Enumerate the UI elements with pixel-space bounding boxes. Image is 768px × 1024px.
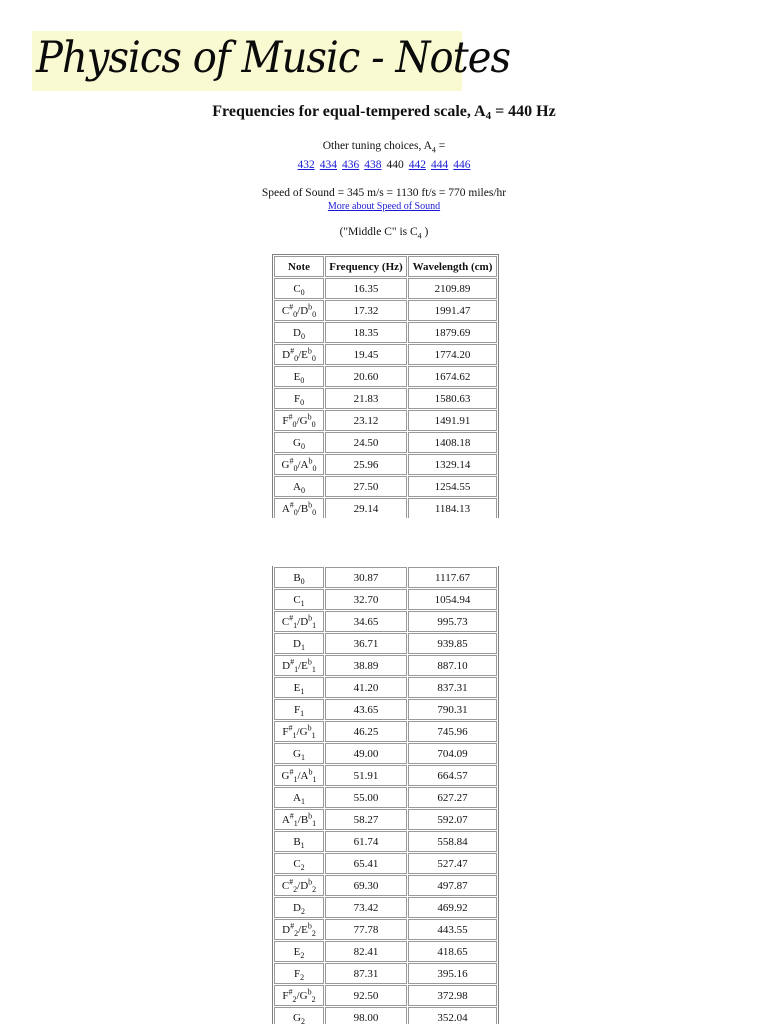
middle-c-suffix: ) — [421, 226, 429, 238]
octave-number: 0 — [293, 507, 298, 517]
frequency-cell: 29.14 — [325, 498, 407, 518]
wavelength-cell: 1184.13 — [408, 498, 497, 518]
tuning-label-prefix: Other tuning choices, A — [322, 140, 432, 152]
table-row — [274, 897, 497, 918]
note-name: D — [293, 637, 301, 650]
wavelength-cell: 1879.69 — [408, 322, 497, 343]
wavelength-cell: 418.65 — [408, 941, 497, 962]
octave-number-alt: 0 — [311, 353, 316, 363]
wavelength-cell: 1580.63 — [408, 388, 497, 409]
frequency-cell: 51.91 — [325, 765, 407, 786]
page-title — [0, 103, 768, 122]
octave-number: 0 — [292, 419, 297, 429]
tuning-link-432[interactable]: 432 — [297, 159, 315, 171]
octave-number: 1 — [300, 598, 305, 608]
table-row — [274, 809, 497, 830]
table-row — [274, 1007, 497, 1024]
frequency-cell: 87.31 — [325, 963, 407, 984]
table-row — [274, 699, 497, 720]
note-name-alt: D — [300, 879, 309, 892]
note-cell — [274, 278, 324, 299]
wavelength-cell: 837.31 — [408, 677, 497, 698]
frequency-cell: 16.35 — [325, 278, 407, 299]
flat-sign: b — [307, 345, 312, 355]
middle-c-note — [0, 226, 768, 240]
table-row — [274, 589, 497, 610]
flat-sign: b — [308, 612, 313, 622]
frequency-cell: 82.41 — [325, 941, 407, 962]
title-subscript: 4 — [485, 110, 492, 122]
octave-number: 2 — [300, 1016, 305, 1024]
title-suffix: = 440 Hz — [491, 103, 556, 120]
note-cell: $G^{\#}_1/A^b_1$ — [274, 765, 324, 786]
note-cell — [274, 897, 324, 918]
tuning-link-436[interactable]: 436 — [342, 159, 360, 171]
title-prefix: Frequencies for equal-tempered scale, A — [212, 103, 486, 120]
note-cell: $A^{\#}_0/B^b_0$ — [274, 498, 324, 518]
flat-sign: b — [308, 766, 313, 776]
octave-number: 1 — [300, 708, 305, 718]
flat-sign: b — [307, 411, 312, 421]
octave-number: 2 — [293, 884, 298, 894]
note-cell — [274, 677, 324, 698]
wavelength-cell: 1774.20 — [408, 344, 497, 365]
frequency-cell: 61.74 — [325, 831, 407, 852]
wavelength-cell: 558.84 — [408, 831, 497, 852]
sharp-sign: # — [289, 455, 294, 465]
note-cell: $F^{\#}_0/G^b_0$ — [274, 410, 324, 431]
frequency-cell: 27.50 — [325, 476, 407, 497]
frequency-cell: 38.89 — [325, 655, 407, 676]
octave-number-alt: 0 — [312, 507, 317, 517]
note-name: G — [281, 769, 290, 782]
wavelength-cell: 1991.47 — [408, 300, 497, 321]
table-row — [274, 567, 497, 588]
header-wavelength: Wavelength (cm) — [408, 256, 497, 277]
note-name: F — [282, 414, 289, 427]
note-name: C — [293, 593, 301, 606]
note-name: E — [293, 370, 301, 383]
octave-number: 2 — [300, 906, 305, 916]
note-cell — [274, 589, 324, 610]
wavelength-cell: 995.73 — [408, 611, 497, 632]
octave-number-alt: 0 — [312, 309, 317, 319]
wavelength-cell: 443.55 — [408, 919, 497, 940]
sharp-sign: # — [288, 722, 293, 732]
octave-number: 0 — [300, 331, 305, 341]
sharp-sign: # — [290, 345, 295, 355]
octave-number: 2 — [300, 972, 305, 982]
octave-number-alt: 2 — [311, 994, 316, 1004]
frequency-table — [272, 254, 499, 518]
note-name-alt: E — [301, 923, 308, 936]
sharp-sign: # — [288, 411, 293, 421]
table-row — [274, 344, 497, 365]
frequency-cell: 21.83 — [325, 388, 407, 409]
note-name: D — [293, 901, 301, 914]
note-name: B — [293, 835, 301, 848]
wavelength-cell: 664.57 — [408, 765, 497, 786]
wavelength-cell: 704.09 — [408, 743, 497, 764]
flat-sign: b — [307, 986, 312, 996]
note-cell — [274, 963, 324, 984]
octave-number: 1 — [293, 818, 298, 828]
note-cell: $A^{\#}_1/B^b_1$ — [274, 809, 324, 830]
flat-sign: b — [307, 920, 312, 930]
note-name-alt: A — [300, 769, 309, 782]
sharp-sign: # — [289, 301, 294, 311]
wavelength-cell: 352.04 — [408, 1007, 497, 1024]
table-row — [274, 721, 497, 742]
note-cell — [274, 476, 324, 497]
note-name: A — [293, 480, 301, 493]
flat-sign: b — [307, 722, 312, 732]
frequency-cell: 58.27 — [325, 809, 407, 830]
table-row — [274, 454, 497, 475]
table-row — [274, 410, 497, 431]
table-row — [274, 300, 497, 321]
wavelength-cell: 1491.91 — [408, 410, 497, 431]
note-cell: $C^{\#}_1/D^b_1$ — [274, 611, 324, 632]
sharp-sign: # — [289, 612, 294, 622]
frequency-cell: 20.60 — [325, 366, 407, 387]
note-cell — [274, 432, 324, 453]
octave-number-alt: 1 — [312, 620, 317, 630]
wavelength-cell: 497.87 — [408, 875, 497, 896]
table-row — [274, 985, 497, 1006]
table-row — [274, 366, 497, 387]
octave-number: 0 — [300, 576, 305, 586]
octave-number: 0 — [300, 441, 305, 451]
tuning-current-440: 440 — [386, 159, 404, 171]
table-row — [274, 875, 497, 896]
note-name: D — [293, 326, 301, 339]
octave-number: 2 — [300, 950, 305, 960]
note-name: F — [282, 725, 289, 738]
tuning-link-434[interactable]: 434 — [319, 159, 337, 171]
sharp-sign: # — [289, 499, 294, 509]
wavelength-cell: 372.98 — [408, 985, 497, 1006]
note-name: C — [293, 282, 301, 295]
note-name: G — [281, 458, 290, 471]
tuning-link-446[interactable]: 446 — [453, 159, 471, 171]
middle-c-prefix: ("Middle C" is C — [339, 226, 418, 238]
tuning-label-suffix: = — [435, 140, 446, 152]
note-name-alt: G — [299, 414, 308, 427]
octave-number-alt: 1 — [311, 664, 316, 674]
octave-number-alt: 0 — [312, 463, 317, 473]
frequency-cell: 49.00 — [325, 743, 407, 764]
table-row — [274, 498, 497, 518]
note-name: D — [282, 923, 291, 936]
wavelength-cell: 627.27 — [408, 787, 497, 808]
note-cell — [274, 853, 324, 874]
note-name: C — [281, 879, 290, 892]
note-name: D — [282, 659, 291, 672]
table-row — [274, 476, 497, 497]
octave-number-alt: 0 — [311, 419, 316, 429]
wavelength-cell: 1054.94 — [408, 589, 497, 610]
octave-number: 1 — [300, 840, 305, 850]
octave-number: 2 — [292, 994, 297, 1004]
page-banner — [32, 31, 511, 91]
frequency-cell: 69.30 — [325, 875, 407, 896]
table-row — [274, 743, 497, 764]
frequency-cell: 30.87 — [325, 567, 407, 588]
frequency-cell: 25.96 — [325, 454, 407, 475]
note-cell: $F^{\#}_1/G^b_1$ — [274, 721, 324, 742]
wavelength-cell: 887.10 — [408, 655, 497, 676]
frequency-cell: 36.71 — [325, 633, 407, 654]
note-cell — [274, 366, 324, 387]
note-name: C — [281, 304, 290, 317]
sharp-sign: # — [289, 876, 294, 886]
note-name: B — [293, 571, 301, 584]
wavelength-cell: 745.96 — [408, 721, 497, 742]
table-section-2 — [268, 566, 508, 1024]
tuning-link-442[interactable]: 442 — [408, 159, 426, 171]
frequency-cell: 18.35 — [325, 322, 407, 343]
octave-number-alt: 1 — [312, 818, 317, 828]
table-body-page2 — [274, 567, 497, 1024]
note-cell — [274, 322, 324, 343]
wavelength-cell: 395.16 — [408, 963, 497, 984]
note-cell — [274, 941, 324, 962]
note-name-alt: B — [300, 813, 309, 826]
speed-of-sound-link[interactable]: More about Speed of Sound — [327, 201, 441, 212]
table-row — [274, 655, 497, 676]
sharp-sign: # — [288, 986, 293, 996]
wavelength-cell: 527.47 — [408, 853, 497, 874]
note-name: G — [293, 1011, 301, 1024]
note-cell: $F^{\#}_2/G^b_2$ — [274, 985, 324, 1006]
table-section-1 — [268, 250, 508, 518]
octave-number: 1 — [294, 664, 299, 674]
sharp-sign: # — [290, 920, 295, 930]
octave-number: 1 — [293, 774, 298, 784]
sharp-sign: # — [289, 810, 294, 820]
flat-sign: b — [308, 301, 313, 311]
wavelength-cell: 1117.67 — [408, 567, 497, 588]
table-row — [274, 853, 497, 874]
note-name-alt: B — [300, 502, 309, 515]
octave-number: 0 — [294, 353, 299, 363]
wavelength-cell: 592.07 — [408, 809, 497, 830]
note-name: F — [282, 989, 289, 1002]
note-name-alt: G — [299, 989, 308, 1002]
note-cell: $D^{\#}_2/E^b_2$ — [274, 919, 324, 940]
tuning-link-438[interactable]: 438 — [364, 159, 382, 171]
octave-number: 0 — [300, 485, 305, 495]
tuning-label — [0, 140, 768, 154]
octave-number-alt: 2 — [311, 928, 316, 938]
note-name: F — [293, 392, 301, 405]
frequency-cell: 92.50 — [325, 985, 407, 1006]
header-note: Note — [274, 256, 324, 277]
note-cell: $D^{\#}_0/E^b_0$ — [274, 344, 324, 365]
sharp-sign: # — [289, 766, 294, 776]
frequency-table-continued — [272, 566, 499, 1024]
note-cell — [274, 1007, 324, 1024]
note-name-alt: E — [301, 348, 308, 361]
note-name-alt: D — [300, 615, 309, 628]
table-row — [274, 278, 497, 299]
note-name: D — [282, 348, 291, 361]
table-row — [274, 677, 497, 698]
octave-number: 0 — [300, 397, 305, 407]
table-row — [274, 322, 497, 343]
note-name: G — [293, 436, 301, 449]
frequency-cell: 17.32 — [325, 300, 407, 321]
frequency-cell: 55.00 — [325, 787, 407, 808]
table-row — [274, 432, 497, 453]
speed-of-sound-link-wrap — [0, 201, 768, 212]
flat-sign: b — [308, 455, 313, 465]
note-cell: $C^{\#}_2/D^b_2$ — [274, 875, 324, 896]
table-row — [274, 388, 497, 409]
table-row — [274, 787, 497, 808]
octave-number: 0 — [293, 463, 298, 473]
note-name: F — [293, 703, 301, 716]
tuning-label-subscript: 4 — [431, 145, 436, 155]
tuning-link-444[interactable]: 444 — [431, 159, 449, 171]
note-cell — [274, 743, 324, 764]
wavelength-cell: 939.85 — [408, 633, 497, 654]
header-frequency: Frequency (Hz) — [325, 256, 407, 277]
flat-sign: b — [308, 876, 313, 886]
note-cell: $D^{\#}_1/E^b_1$ — [274, 655, 324, 676]
flat-sign: b — [307, 656, 312, 666]
wavelength-cell: 1408.18 — [408, 432, 497, 453]
note-name: C — [281, 615, 290, 628]
note-name: A — [293, 791, 301, 804]
octave-number: 0 — [300, 287, 305, 297]
octave-number: 2 — [294, 928, 299, 938]
sharp-sign: # — [290, 656, 295, 666]
wavelength-cell: 469.92 — [408, 897, 497, 918]
tuning-links — [0, 159, 768, 171]
note-name: E — [293, 681, 301, 694]
wavelength-cell: 1329.14 — [408, 454, 497, 475]
flat-sign: b — [308, 499, 313, 509]
frequency-cell: 24.50 — [325, 432, 407, 453]
note-name-alt: A — [300, 458, 309, 471]
octave-number: 1 — [300, 796, 305, 806]
table-row — [274, 831, 497, 852]
note-name: G — [293, 747, 301, 760]
octave-number: 2 — [300, 862, 305, 872]
frequency-cell: 43.65 — [325, 699, 407, 720]
table-row — [274, 919, 497, 940]
octave-number: 1 — [300, 752, 305, 762]
octave-number: 1 — [300, 686, 305, 696]
note-cell — [274, 388, 324, 409]
banner-title: Physics of Music - Notes — [36, 33, 511, 83]
middle-c-subscript: 4 — [417, 231, 422, 241]
wavelength-cell: 1254.55 — [408, 476, 497, 497]
note-cell: $G^{\#}_0/A^b_0$ — [274, 454, 324, 475]
note-cell — [274, 787, 324, 808]
table-header-row — [274, 256, 497, 277]
note-name: F — [293, 967, 301, 980]
table-row — [274, 765, 497, 786]
note-name: C — [293, 857, 301, 870]
note-cell — [274, 699, 324, 720]
wavelength-cell: 1674.62 — [408, 366, 497, 387]
wavelength-cell: 790.31 — [408, 699, 497, 720]
note-cell — [274, 567, 324, 588]
table-row — [274, 963, 497, 984]
octave-number-alt: 2 — [312, 884, 317, 894]
wavelength-cell: 2109.89 — [408, 278, 497, 299]
frequency-cell: 46.25 — [325, 721, 407, 742]
speed-of-sound-text: Speed of Sound = 345 m/s = 1130 ft/s = 770 miles/hr — [261, 187, 507, 199]
frequency-cell: 65.41 — [325, 853, 407, 874]
frequency-cell: 98.00 — [325, 1007, 407, 1024]
octave-number: 1 — [300, 642, 305, 652]
octave-number-alt: 1 — [312, 774, 317, 784]
table-row — [274, 611, 497, 632]
note-name-alt: G — [299, 725, 308, 738]
frequency-cell: 34.65 — [325, 611, 407, 632]
frequency-cell: 41.20 — [325, 677, 407, 698]
frequency-cell: 77.78 — [325, 919, 407, 940]
octave-number: 0 — [293, 309, 298, 319]
note-cell — [274, 831, 324, 852]
octave-number: 0 — [300, 375, 305, 385]
note-name: E — [293, 945, 301, 958]
table-row — [274, 633, 497, 654]
note-name: A — [281, 502, 290, 515]
note-cell: $C^{\#}_0/D^b_0$ — [274, 300, 324, 321]
octave-number: 1 — [293, 620, 298, 630]
octave-number: 1 — [292, 730, 297, 740]
frequency-cell: 32.70 — [325, 589, 407, 610]
table-body-page1 — [274, 278, 497, 518]
table-row — [274, 941, 497, 962]
octave-number-alt: 1 — [311, 730, 316, 740]
note-cell — [274, 633, 324, 654]
frequency-cell: 73.42 — [325, 897, 407, 918]
flat-sign: b — [308, 810, 313, 820]
note-name-alt: D — [300, 304, 309, 317]
frequency-cell: 19.45 — [325, 344, 407, 365]
note-name: A — [281, 813, 290, 826]
frequency-cell: 23.12 — [325, 410, 407, 431]
note-name-alt: E — [301, 659, 308, 672]
